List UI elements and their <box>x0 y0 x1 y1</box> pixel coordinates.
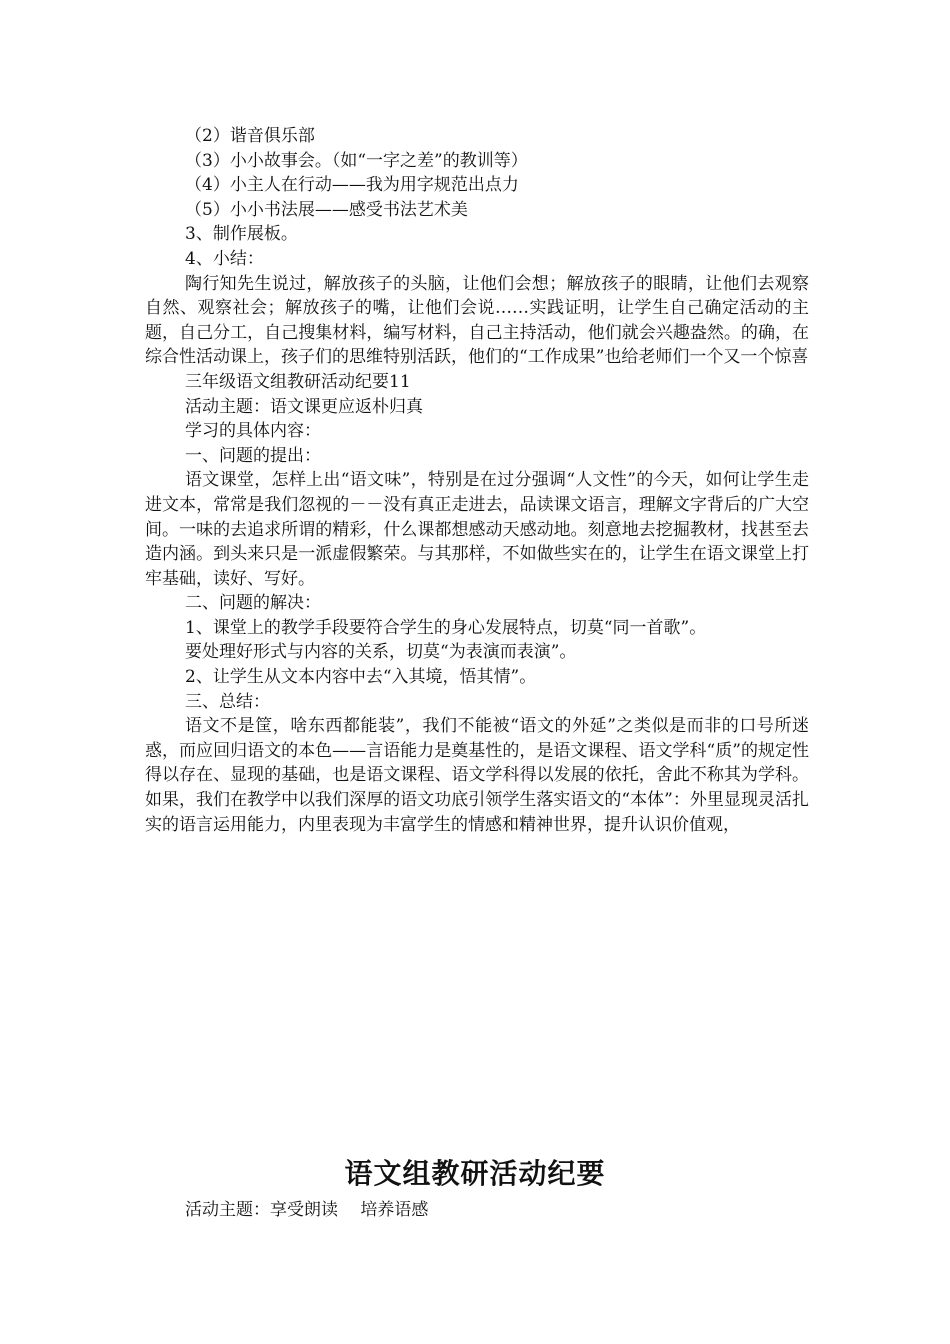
step-4: 4、小结： <box>185 248 264 269</box>
section-title: 语文组教研活动纪要 <box>344 1157 606 1190</box>
report-heading: 三年级语文组教研活动纪要11 <box>185 371 411 392</box>
problem-heading: 一、问题的提出： <box>185 445 321 466</box>
document-body <box>145 124 809 837</box>
list-item-3: （3）小小故事会。（如“一字之差”的教训等） <box>185 150 528 171</box>
solution-item-2: 2、让学生从文本内容中去“入其境，悟其情”。 <box>185 667 537 688</box>
list-item-5: （5）小小书法展——感受书法艺术美 <box>185 199 468 220</box>
activity-theme: 活动主题：语文课更应返朴归真 <box>185 396 423 417</box>
list-item-2: （2）谐音俱乐部 <box>185 126 315 146</box>
problem-paragraph: 语文课堂，怎样上出“语文味”，特别是在过分强调“人文性”的今天，如何让学生走进文本，常常是我们忽视的－－没有真正走进去，品读课文语言，理解文字背后的广大空间。一味的去追求所谓的精彩，什么课都想感动天感动地。刻意地去挖掘教材，找甚至去造内涵。到头来只是一派虚假繁荣。与其那样，不如做些实在的，让学生在语文课堂上打牢基础，读好、写好。 <box>145 470 809 589</box>
conclusion-paragraph: 语文不是筐，啥东西都能装”，我们不能被“语文的外延”之类似是而非的口号所迷惑，而应回归语文的本色——言语能力是奠基性的，是语文课程、语文学科“质”的规定性得以存在、显现的基础，也是语文课程、语文学科得以发展的依托，舍此不称其为学科。如果，我们在教学中以我们深厚的语文功底引领学生落实语文的“本体”：外里显现灵活扎实的语言运用能力，内里表现为丰富学生的情感和精神世界，提升认识价值观， <box>145 716 809 835</box>
solution-item-1b: 要处理好形式与内容的关系，切莫“为表演而表演”。 <box>185 642 577 663</box>
study-content-label: 学习的具体内容： <box>185 421 321 442</box>
summary-paragraph: 陶行知先生说过，解放孩子的头脑，让他们会想；解放孩子的眼睛，让他们去观察自然、观察社会；解放孩子的嘴，让他们会说……实践证明，让学生自己确定活动的主题，自己分工，自己搜集材料，编写材料，自己主持活动，他们就会兴趣盎然。的确，在综合性活动课上，孩子们的思维特别活跃，他们的“工作成果”也给老师们一个又一个惊喜 <box>145 273 809 368</box>
conclusion-heading: 三、总结： <box>185 691 270 712</box>
solution-heading: 二、问题的解决： <box>185 593 321 614</box>
solution-item-1: 1、课堂上的教学手段要符合学生的身心发展特点，切莫“同一首歌”。 <box>185 617 707 638</box>
list-item-4: （4）小主人在行动——我为用字规范出点力 <box>185 175 519 196</box>
activity-theme-footer: 活动主题：享受朗读 培养语感 <box>185 1200 429 1220</box>
step-3: 3、制作展板。 <box>185 224 298 245</box>
